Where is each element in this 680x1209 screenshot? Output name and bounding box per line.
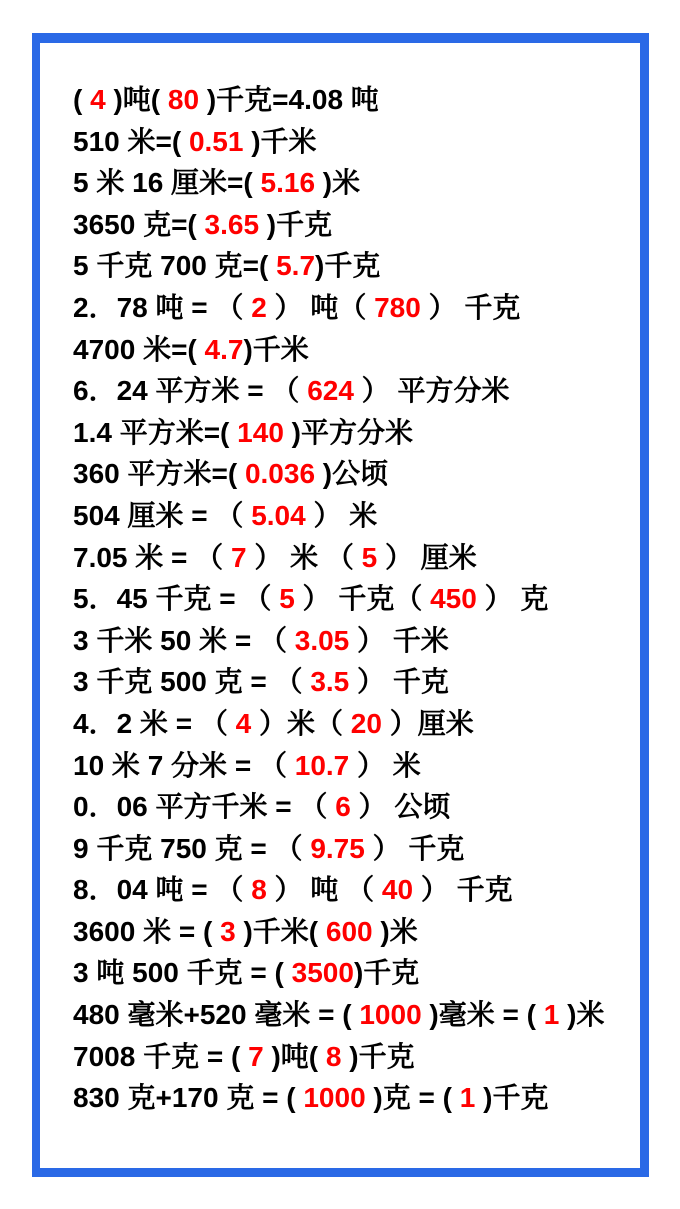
answer-value: 4: [235, 707, 252, 739]
exercise-line: [73, 620, 630, 662]
question-text: 3650 克=(: [73, 208, 205, 240]
answer-value: 1000: [359, 999, 422, 1031]
exercise-line: [73, 869, 630, 911]
question-text: 7008 千克 = (: [73, 1040, 249, 1072]
answer-value: 5: [279, 583, 295, 615]
question-text: 504 厘米 = （: [73, 499, 252, 531]
question-text: 5 千克 700 克=(: [73, 250, 277, 282]
answer-value: 9.75: [310, 832, 365, 864]
exercise-list: [73, 79, 630, 1119]
exercise-line: [73, 204, 630, 246]
question-text: 9 千克 750 克 = （: [73, 832, 311, 864]
question-text: ） 公顷: [350, 791, 451, 823]
question-text: )米: [315, 167, 361, 199]
exercise-line: [73, 121, 630, 163]
answer-value: 7: [230, 541, 247, 573]
exercise-line: [73, 1036, 630, 1078]
question-text: ） 千克: [349, 666, 449, 698]
exercise-line: [73, 994, 630, 1036]
question-text: ）米（: [251, 707, 351, 739]
question-text: 0．06 平方千米 = （: [73, 791, 336, 823]
answer-value: 8: [251, 874, 267, 906]
question-text: (: [73, 84, 91, 115]
exercise-line: [73, 952, 630, 994]
question-text: 360 平方米=(: [73, 458, 245, 490]
answer-value: 0.036: [244, 458, 316, 490]
answer-value: 1: [459, 1082, 476, 1114]
exercise-line: [73, 329, 630, 371]
question-text: 6．24 平方米 = （: [73, 375, 308, 407]
question-text: ） 米: [305, 499, 378, 531]
answer-value: 5.16: [260, 167, 316, 199]
answer-value: 6: [335, 791, 351, 823]
question-text: ） 厘米: [377, 541, 477, 573]
question-text: ） 克: [476, 583, 549, 615]
answer-value: 0.51: [188, 125, 244, 157]
answer-value: 5.04: [251, 499, 306, 531]
answer-value: 4.7: [204, 333, 244, 365]
exercise-line: [73, 162, 630, 204]
answer-value: 40: [381, 874, 414, 906]
question-text: 3600 米 = (: [73, 915, 221, 947]
question-text: 480 毫米+520 毫米 = (: [73, 999, 360, 1031]
answer-value: 3.5: [310, 666, 350, 698]
question-text: 3 千米 50 米 = （: [73, 624, 295, 656]
question-text: 510 米=(: [73, 125, 189, 157]
question-text: )吨(: [105, 84, 168, 115]
question-text: ） 千克: [420, 291, 521, 323]
question-text: )米: [372, 915, 418, 947]
exercise-line: [73, 703, 630, 745]
exercise-line: [73, 537, 630, 579]
question-text: ） 千克: [413, 874, 513, 906]
answer-value: 2: [251, 291, 267, 323]
question-text: )千克: [259, 208, 333, 240]
exercise-line: [73, 661, 630, 703]
question-text: ） 吨 （: [266, 874, 382, 906]
question-text: 8．04 吨 = （: [73, 874, 252, 906]
question-text: ） 米: [349, 749, 421, 781]
answer-value: 5: [361, 541, 378, 573]
answer-value: 780: [374, 291, 421, 323]
exercise-line: [73, 745, 630, 787]
answer-value: 600: [325, 915, 373, 947]
question-text: 4．2 米 = （: [73, 707, 236, 739]
exercise-line: [73, 578, 630, 620]
question-text: )千米(: [235, 915, 326, 947]
question-text: ） 平方分米: [353, 375, 510, 407]
question-text: )千克: [353, 957, 420, 989]
answer-value: 3: [220, 915, 236, 947]
exercise-line: [73, 495, 630, 537]
answer-value: 7: [248, 1040, 264, 1072]
question-text: )平方分米: [283, 416, 413, 448]
question-text: )毫米 = (: [421, 999, 544, 1031]
exercise-line: [73, 911, 630, 953]
exercise-line: [73, 245, 630, 287]
question-text: ） 千米: [349, 624, 449, 656]
question-text: )米: [559, 999, 605, 1031]
exercise-line: [73, 786, 630, 828]
question-text: 4700 米=(: [73, 333, 205, 365]
question-text: )克 = (: [365, 1082, 460, 1114]
answer-value: 80: [167, 84, 200, 115]
question-text: ）厘米: [381, 707, 474, 739]
question-text: ） 千克: [364, 832, 465, 864]
question-text: )千米: [243, 333, 309, 365]
question-text: 2．78 吨 = （: [73, 291, 252, 323]
exercise-line: [73, 79, 630, 121]
question-text: 830 克+170 克 = (: [73, 1082, 304, 1114]
answer-value: 4: [90, 84, 106, 115]
answer-value: 140: [237, 416, 284, 448]
question-text: )千克: [341, 1040, 415, 1072]
blue-border-frame: [32, 33, 649, 1177]
answer-value: 3500: [291, 957, 354, 989]
question-text: )千克=4.08 吨: [199, 84, 379, 115]
answer-value: 10.7: [294, 749, 350, 781]
exercise-line: [73, 828, 630, 870]
exercise-line: [73, 370, 630, 412]
question-text: 10 米 7 分米 = （: [73, 749, 295, 781]
question-text: 5 米 16 厘米=(: [73, 167, 261, 199]
answer-value: 3.05: [294, 624, 350, 656]
exercise-line: [73, 412, 630, 454]
exercise-line: [73, 1077, 630, 1119]
question-text: )吨(: [263, 1040, 326, 1072]
answer-value: 450: [430, 583, 477, 615]
answer-value: 1000: [303, 1082, 366, 1114]
answer-value: 5.7: [276, 250, 316, 282]
question-text: 5．45 千克 = （: [73, 583, 280, 615]
exercise-line: [73, 287, 630, 329]
answer-value: 20: [350, 707, 382, 739]
question-text: ） 米 （: [246, 541, 362, 573]
question-text: ） 千克（: [294, 583, 431, 615]
question-text: )千克: [475, 1082, 549, 1114]
answer-value: 1: [543, 999, 560, 1031]
question-text: )千米: [243, 125, 317, 157]
answer-value: 3.65: [204, 208, 260, 240]
answer-value: 8: [325, 1040, 342, 1072]
question-text: )公顷: [315, 458, 389, 490]
question-text: ） 吨（: [266, 291, 375, 323]
answer-value: 624: [307, 375, 354, 407]
question-text: 3 千克 500 克 = （: [73, 666, 311, 698]
question-text: 3 吨 500 千克 = (: [73, 957, 292, 989]
question-text: )千克: [315, 250, 381, 282]
exercise-line: [73, 453, 630, 495]
question-text: 1.4 平方米=(: [73, 416, 238, 448]
question-text: 7.05 米 = （: [73, 541, 231, 573]
